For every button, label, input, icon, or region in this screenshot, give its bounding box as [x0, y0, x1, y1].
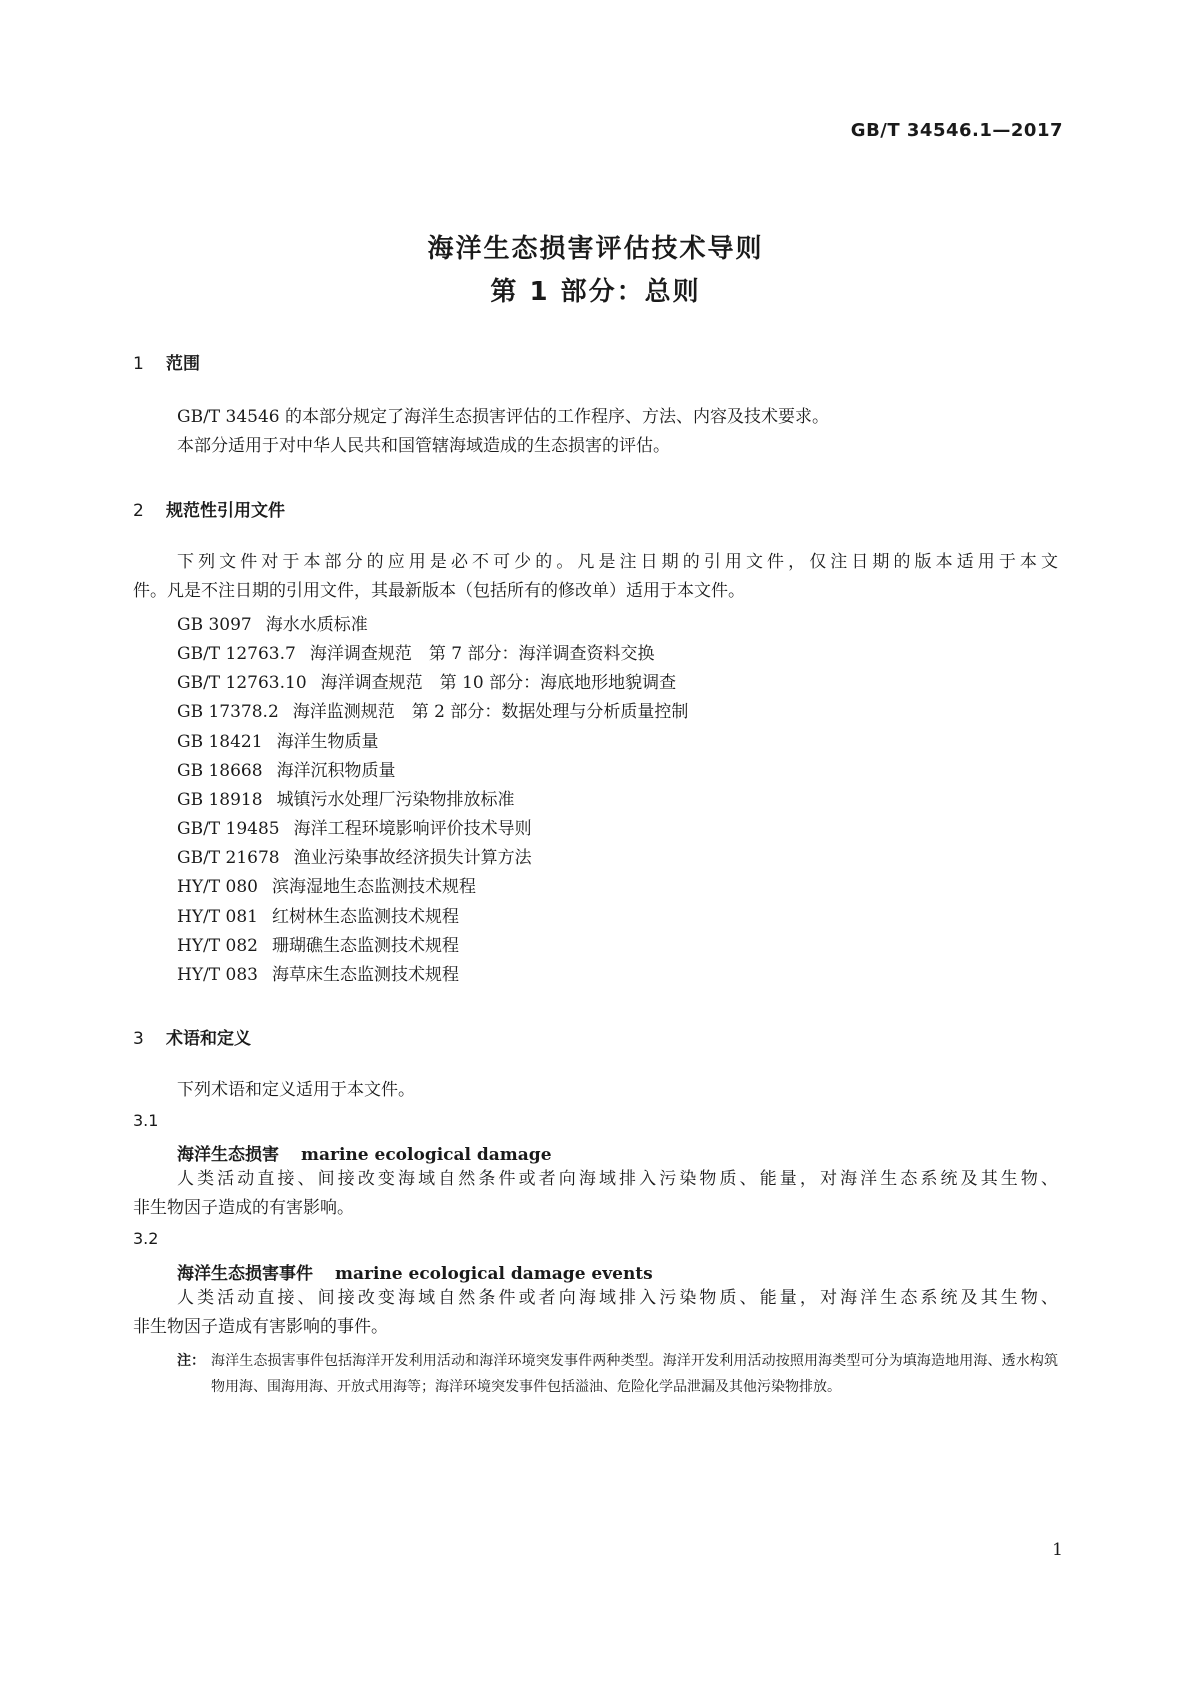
term-definition: 人类活动直接、间接改变海域自然条件或者向海域排入污染物质、能量，对海洋生态系统及其生物、	[177, 1288, 1058, 1308]
section-number: 1	[133, 354, 144, 374]
standard-code: GB/T 34546.1—2017	[850, 120, 1063, 141]
reference-item	[177, 610, 368, 635]
reference-code: GB 3097	[177, 615, 252, 635]
reference-item	[177, 902, 459, 927]
reference-code: GB 18421	[177, 732, 263, 752]
reference-item	[177, 960, 459, 985]
note-text: 海洋生态损害事件包括海洋开发利用活动和海洋环境突发事件两种类型。海洋开发利用活动按照用海类型可分为填海造地用海、透水构筑物用海、围海用海、开放式用海等；海洋环境突发事件包括溢油、危险化学品泄漏及其他污染物排放。	[211, 1353, 1058, 1395]
reference-title: 海草床生态监测技术规程	[271, 965, 459, 985]
reference-title: 滨海湿地生态监测技术规程	[271, 877, 476, 897]
note	[177, 1348, 1058, 1400]
reference-code: GB 17378.2	[177, 702, 279, 722]
reference-item	[177, 931, 459, 956]
paragraph: 本部分适用于对中华人民共和国管辖海域造成的生态损害的评估。	[177, 436, 670, 456]
paragraph: 下列术语和定义适用于本文件。	[177, 1080, 415, 1100]
term-en: marine ecological damage events	[335, 1264, 653, 1284]
reference-title: 海洋工程环境影响评价技术导则	[293, 819, 532, 839]
paragraph: GB/T 34546 的本部分规定了海洋生态损害评估的工作程序、方法、内容及技术要求。	[177, 407, 830, 427]
reference-title: 海洋调查规范 第 10 部分：海底地形地貌调查	[320, 673, 677, 693]
reference-title: 城镇污水处理厂污染物排放标准	[276, 790, 515, 810]
note-label: 注：	[177, 1353, 205, 1369]
term-name	[177, 1259, 653, 1284]
reference-item	[177, 872, 476, 897]
term-en: marine ecological damage	[301, 1145, 552, 1165]
section-3-heading	[133, 1024, 251, 1049]
reference-title: 海洋调查规范 第 7 部分：海洋调查资料交换	[309, 644, 655, 664]
reference-item	[177, 785, 515, 810]
reference-item	[177, 639, 654, 664]
reference-title: 海水水质标准	[265, 615, 368, 635]
section-title: 术语和定义	[166, 1029, 251, 1049]
section-number: 2	[133, 501, 144, 521]
document-subtitle: 第 1 部分：总则	[490, 277, 701, 307]
reference-code: HY/T 083	[177, 965, 258, 985]
term-zh: 海洋生态损害事件	[177, 1264, 313, 1284]
section-title: 规范性引用文件	[166, 501, 285, 521]
term-name	[177, 1140, 552, 1165]
reference-code: GB/T 12763.7	[177, 644, 296, 664]
document-title: 海洋生态损害评估技术导则	[427, 234, 764, 264]
reference-code: GB/T 21678	[177, 848, 280, 868]
reference-code: GB 18668	[177, 761, 263, 781]
section-1-heading	[133, 349, 200, 374]
section-number: 3	[133, 1029, 144, 1049]
term-zh: 海洋生态损害	[177, 1145, 279, 1165]
reference-title: 珊瑚礁生态监测技术规程	[271, 936, 459, 956]
term-number: 3.2	[133, 1229, 159, 1248]
reference-item	[177, 814, 532, 839]
reference-title: 红树林生态监测技术规程	[271, 907, 459, 927]
reference-item	[177, 756, 396, 781]
reference-item	[177, 727, 379, 752]
paragraph: 件。凡是不注日期的引用文件，其最新版本（包括所有的修改单）适用于本文件。	[133, 581, 745, 601]
reference-item	[177, 668, 676, 693]
reference-item	[177, 843, 532, 868]
section-2-heading	[133, 496, 285, 521]
reference-code: HY/T 082	[177, 936, 258, 956]
term-number: 3.1	[133, 1111, 159, 1130]
paragraph: 下列文件对于本部分的应用是必不可少的。凡是注日期的引用文件，仅注日期的版本适用于本文	[177, 552, 1058, 572]
reference-code: HY/T 081	[177, 907, 258, 927]
page-number: 1	[1052, 1540, 1063, 1560]
section-title: 范围	[166, 354, 200, 374]
reference-code: HY/T 080	[177, 877, 258, 897]
reference-code: GB 18918	[177, 790, 263, 810]
reference-item	[177, 697, 688, 722]
reference-code: GB/T 19485	[177, 819, 280, 839]
term-definition: 人类活动直接、间接改变海域自然条件或者向海域排入污染物质、能量，对海洋生态系统及其生物、	[177, 1169, 1058, 1189]
reference-title: 渔业污染事故经济损失计算方法	[293, 848, 532, 868]
reference-title: 海洋监测规范 第 2 部分：数据处理与分析质量控制	[292, 702, 689, 722]
term-definition: 非生物因子造成有害影响的事件。	[133, 1317, 388, 1337]
reference-title: 海洋生物质量	[276, 732, 379, 752]
reference-code: GB/T 12763.10	[177, 673, 307, 693]
reference-title: 海洋沉积物质量	[276, 761, 396, 781]
term-definition: 非生物因子造成的有害影响。	[133, 1198, 354, 1218]
